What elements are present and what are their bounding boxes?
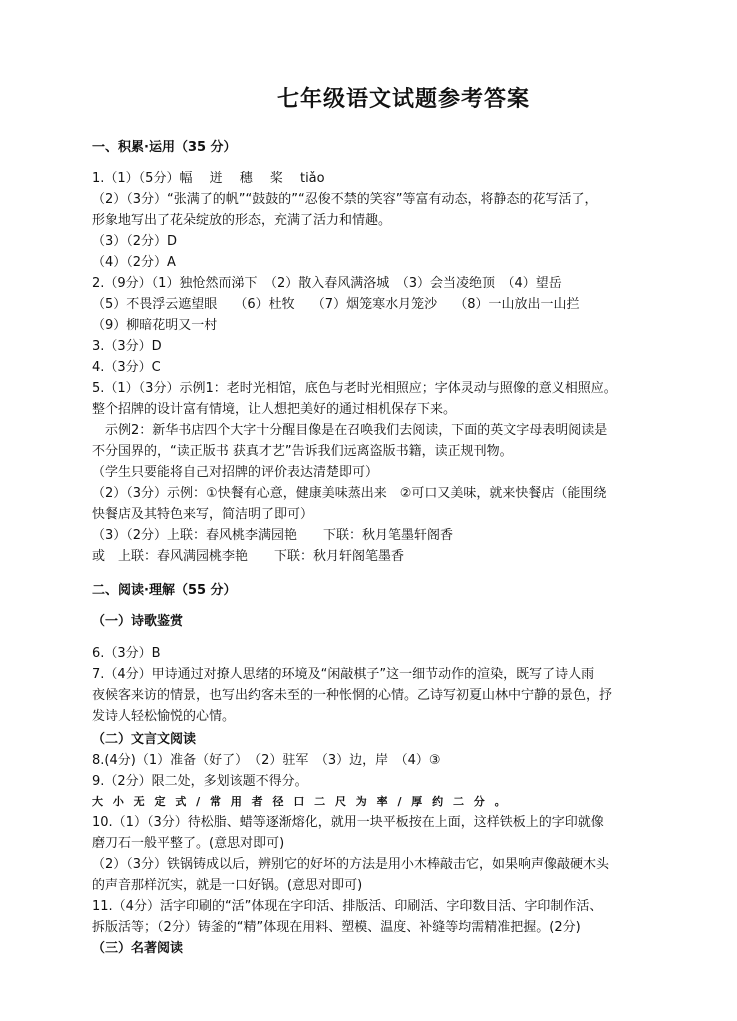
answer-line: （9）柳暗花明又一村 — [92, 318, 218, 333]
answer-line: 10.（1）（3分）待松脂、蜡等逐渐熔化，就用一块平板按在上面，这样铁板上的字印就像 — [92, 815, 604, 830]
answer-line: （学生只要能将自己对招牌的评价表达清楚即可） — [92, 465, 379, 480]
answer-line: 夜候客来访的情景，也写出约客未至的一种怅惘的心情。乙诗写初夏山林中宁静的景色，抒 — [92, 688, 613, 703]
answer-line: 2.（9分）（1）独怆然而涕下 （2）散入春风满洛城 （3）会当凌绝顶 （4）望岳 — [92, 276, 562, 291]
section-heading: （一）诗歌鉴赏 — [92, 614, 184, 629]
answer-line: 大 小 无 定 式 / 常 用 者 径 口 二 尺 为 率 / 厚 约 二 分 。 — [92, 795, 509, 808]
answer-line: 3.（3分）D — [92, 339, 162, 354]
answer-line: 4.（3分）C — [92, 360, 161, 375]
answer-line: （2）（3分）铁锅铸成以后，辨别它的好坏的方法是用小木棒敲击它，如果响声像敲硬木头 — [92, 857, 610, 872]
answer-line: 8.(4分)（1）准备（好了） （2）驻军 （3）边，岸 （4）③ — [92, 753, 441, 768]
answer-line: 示例2：新华书店四个大字十分醒目像是在召唤我们去阅读，下面的英文字母表明阅读是 — [92, 423, 608, 438]
answer-line: （2）（3分）“张满了的帆”“鼓鼓的”“忍俊不禁的笑容”等富有动态，将静态的花写活了， — [92, 192, 598, 207]
answer-line: 形象地写出了花朵绽放的形态，充满了活力和情趣。 — [92, 213, 392, 228]
answer-line: 11.（4分）活字印刷的“活”体现在字印活、排版活、印刷活、字印数目活、字印制作活、 — [92, 899, 603, 914]
answer-line: 7.（4分）甲诗通过对撩人思绪的环境及“闲敲棋子”这一细节动作的渲染，既写了诗人雨 — [92, 667, 595, 682]
answer-line: （3）（2分）上联：春风桃李满园艳 下联：秋月笔墨轩阁香 — [92, 528, 454, 543]
section-heading: （三）名著阅读 — [92, 941, 184, 956]
answer-line: 1.（1）（5分）幅 迸 穗 桨 tiǎo — [92, 171, 325, 186]
answer-line: （5）不畏浮云遮望眼 （6）杜牧 （7）烟笼寒水月笼沙 （8）一山放出一山拦 — [92, 297, 580, 312]
answer-line: 发诗人轻松愉悦的心情。 — [92, 709, 236, 724]
answer-line: 或 上联：春风满园桃李艳 下联：秋月轩阁笔墨香 — [92, 549, 405, 564]
document-title: 七年级语文试题参考答案 — [276, 86, 530, 112]
answer-line: 整个招牌的设计富有情境，让人想把美好的通过相机保存下来。 — [92, 402, 457, 417]
answer-line: 9.（2分）限二处，多划该题不得分。 — [92, 774, 308, 789]
section-heading: 一、积累·运用（35 分） — [92, 140, 237, 155]
answer-line: 不分国界的，“读正版书 获真才艺”告诉我们远离盗版书籍，读正规刊物。 — [92, 444, 513, 459]
section-heading: （二）文言文阅读 — [92, 732, 197, 747]
answer-line: （4）（2分）A — [92, 255, 176, 270]
answer-line: 拆版活等；（2分）铸釜的“精”体现在用料、塑模、温度、补缝等均需精准把握。(2分) — [92, 920, 581, 935]
answer-line: 6.（3分）B — [92, 646, 161, 661]
answer-line: （3）（2分）D — [92, 234, 178, 249]
answer-line: （2）（3分）示例：①快餐有心意，健康美味蒸出来 ②可口又美味，就来快餐店（能围绕 — [92, 486, 607, 501]
section-heading: 二、阅读·理解（55 分） — [92, 583, 237, 598]
answer-line: 磨刀石一般平整了。(意思对即可) — [92, 836, 285, 851]
answer-line: 快餐店及其特色来写，简洁明了即可） — [92, 507, 314, 522]
answer-line: 5.（1）（3分）示例1：老时光相馆，底色与老时光相照应；字体灵动与照像的意义相照应。 — [92, 381, 617, 396]
answer-line: 的声音那样沉实，就是一口好锅。(意思对即可) — [92, 878, 363, 893]
